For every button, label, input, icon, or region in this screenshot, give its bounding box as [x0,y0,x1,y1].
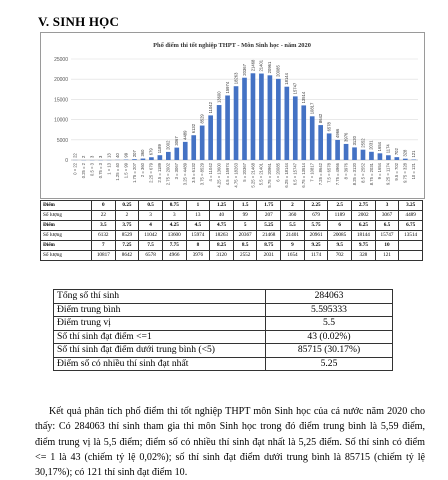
table-cell: 6.25 [352,221,376,231]
table-cell: 5.25 [257,221,281,231]
table-cell: 4.25 [162,221,186,231]
table-cell: 1654 [281,251,305,261]
table-cell: 5.75 [304,221,328,231]
bar-value-label: 1174 [385,144,391,154]
count-row [41,211,423,221]
bar [132,159,137,160]
y-tick-label: 20000 [54,77,68,84]
table-cell: 7.75 [162,241,186,251]
table-cell: 2.75 [352,201,376,211]
table-cell: 13600 [162,231,186,241]
bar-value-label: 13600 [216,91,222,104]
stats-value: 5.25 [266,357,393,371]
bar-value-label: 6578 [326,122,332,132]
table-cell: 207 [257,211,281,221]
bar-value-label: 8529 [199,114,205,124]
bar [344,144,349,160]
bar [318,125,323,160]
bar [174,148,179,160]
x-tick-label: 3.75 = 8529 [199,163,205,186]
stats-label: Số thí sinh đạt điểm dưới trung bình (<5) [54,344,266,358]
table-cell: 1189 [328,211,352,221]
stats-value: 85715 (30.17%) [266,344,393,358]
x-tick-label: 0.75 = 3 [97,163,103,179]
chart-svg [41,33,424,198]
x-tick-label: 5 = 20367 [241,163,247,182]
bar-value-label: 20961 [267,61,273,74]
table-cell: 4489 [399,211,423,221]
bar-value-label: 702 [394,148,400,156]
row-label: Điểm [41,241,92,251]
bar [183,142,188,160]
table-cell: 0.5 [139,201,163,211]
bar [395,157,400,160]
bar-value-label: 6132 [191,123,197,134]
table-cell: 1.5 [233,201,257,211]
bar [259,74,264,160]
x-tick-label: 6.5 = 15747 [292,163,298,186]
table-cell: 9.25 [304,241,328,251]
y-tick-label: 25000 [54,57,68,63]
bar-value-label: 20085 [275,65,281,77]
stats-value: 5.595333 [266,303,393,317]
table-cell: 702 [328,251,352,261]
bar-value-label: 13 [106,153,112,158]
table-cell: 360 [281,211,305,221]
table-cell: 9 [281,241,305,251]
table-cell: 99 [233,211,257,221]
x-tick-label: 4.75 = 18263 [233,163,239,188]
table-cell: 7.5 [139,241,163,251]
x-tick-label: 1.25 = 40 [114,163,120,181]
stats-value: 43 (0.02%) [266,330,393,344]
bar-value-label: 13514 [301,91,307,104]
table-cell [399,241,423,251]
table-cell: 13514 [399,231,423,241]
bar-value-label: 10817 [309,102,315,115]
bar [141,159,146,160]
bar-value-label: 360 [140,149,146,157]
bar-value-label: 40 [114,153,120,158]
bar [327,133,332,160]
table-cell: 9.5 [328,241,352,251]
x-tick-label: 3 = 3067 [174,163,180,180]
table-cell: 0.75 [162,201,186,211]
bar-value-label: 3120 [351,136,357,146]
x-tick-label: 8.5 = 2552 [360,163,366,183]
table-cell: 8.5 [233,241,257,251]
bar [149,157,154,160]
table-cell: 9.75 [352,241,376,251]
bar-value-label: 18144 [284,73,290,85]
x-tick-label: 3.25 = 4489 [182,163,188,186]
x-tick-label: 4.25 = 13600 [216,163,222,188]
section-title: V. SINH HỌC [38,14,120,29]
bar-value-label: 3 [89,155,95,158]
bar-value-label: 2552 [360,138,366,148]
table-cell: 18263 [210,231,234,241]
table-cell: 2 [115,211,139,221]
bar-value-label: 11042 [207,102,213,114]
x-tick-label: 2.25 = 679 [148,163,154,183]
x-tick-label: 5.75 = 20961 [267,163,273,188]
table-cell: 6.5 [375,221,399,231]
bar [158,155,163,160]
chart-title: Phổ điểm thi tốt nghiệp THPT - Môn Sinh học - năm 2020 [153,42,311,49]
score-distribution-chart [40,32,425,199]
x-tick-label: 5.5 = 21401 [258,163,264,186]
table-cell: 6.75 [399,221,423,231]
table-cell: 2.5 [328,201,352,211]
table-cell: 121 [375,251,399,261]
row-label: Số lượng [41,251,92,261]
bar-value-label: 1189 [157,144,163,154]
x-tick-label: 7 = 10817 [309,163,315,182]
stats-row-mean [54,303,393,317]
bar-value-label: 3067 [174,136,180,146]
x-tick-label: 0.5 = 3 [89,163,95,176]
bar-value-label: 8642 [317,113,323,124]
bar [242,78,247,160]
x-tick-label: 8 = 3976 [343,163,349,180]
table-cell: 40 [210,211,234,221]
bar [369,152,374,160]
bar-value-label: 2 [80,155,86,158]
table-cell: 18144 [352,231,376,241]
table-cell: 1.75 [257,201,281,211]
x-tick-label: 1 = 13 [106,163,112,175]
count-row [41,231,423,241]
bar-value-label: 3 [97,155,103,158]
bar-value-label: 22 [72,153,78,158]
table-cell: 2031 [257,251,281,261]
bar-value-label: 15747 [292,82,298,95]
table-cell: 7.25 [115,241,139,251]
x-tick-label: 7.75 = 4966 [334,163,340,186]
table-cell: 2.25 [304,201,328,211]
table-cell: 2552 [233,251,257,261]
score-distribution-table [40,200,423,261]
bar-value-label: 21468 [250,59,256,72]
bar-value-label: 4966 [334,128,340,138]
bar-value-label: 21401 [258,59,264,72]
bar [386,155,391,160]
x-tick-label: 9.5 = 702 [394,163,400,181]
y-tick-label: 15000 [54,97,68,104]
table-cell: 3 [375,201,399,211]
x-tick-label: 2 = 360 [140,163,146,178]
table-cell: 20961 [304,231,328,241]
table-cell: 3.25 [399,201,423,211]
bar [225,95,230,160]
bar-value-label: 4489 [182,130,188,140]
bar [335,140,340,160]
table-cell: 3 [162,211,186,221]
x-tick-label: 0.25 = 2 [80,163,86,179]
stats-row-total [54,290,393,304]
x-tick-label: 2.75 = 2002 [165,163,171,186]
x-tick-label: 4 = 11042 [207,163,213,182]
stats-label: Số thí sinh đạt điểm <=1 [54,330,266,344]
x-tick-label: 9.25 = 1174 [385,163,391,185]
bar-value-label: 3976 [343,132,349,142]
stats-row-below-average [54,344,393,358]
bar [268,75,273,160]
bar [234,86,239,160]
bar [361,150,366,160]
table-cell: 15747 [375,231,399,241]
bar [284,87,289,160]
row-label: Số lượng [41,211,92,221]
stats-row-median [54,317,393,331]
table-cell: 21468 [257,231,281,241]
count-row [41,251,423,261]
bar-value-label: 15974 [224,81,230,94]
bar [208,115,213,160]
table-cell: 5 [233,221,257,231]
x-tick-label: 4.5 = 15974 [224,163,230,186]
x-tick-label: 8.75 = 2031 [368,163,374,186]
table-cell: 7 [92,241,116,251]
bar [217,105,222,160]
table-cell: 6578 [139,251,163,261]
y-tick-label: 5000 [56,137,68,144]
table-cell: 4.5 [186,221,210,231]
table-cell: 328 [352,251,376,261]
table-cell: 6 [328,221,352,231]
table-cell: 13 [186,211,210,221]
score-row [41,221,423,231]
table-cell: 15974 [186,231,210,241]
table-cell: 4.75 [210,221,234,231]
y-tick-label: 0 [65,158,68,164]
table-cell: 4 [139,221,163,231]
bar-value-label: 2002 [165,140,171,150]
y-tick-label: 10000 [54,117,68,124]
table-cell: 8529 [115,231,139,241]
x-tick-label: 1.75 = 207 [131,163,137,183]
x-tick-label: 10 = 121 [411,163,417,180]
bar [251,73,256,160]
bar-value-label: 99 [123,152,129,158]
table-cell: 3.5 [92,221,116,231]
row-label: Điểm [41,221,92,231]
x-tick-label: 3.5 = 6132 [191,163,197,183]
table-cell: 8.25 [210,241,234,251]
stats-label: Điểm trung bình [54,303,266,317]
bar-value-label: 121 [411,150,417,158]
x-tick-label: 9 = 1654 [377,163,383,180]
bar-value-label: 18263 [233,72,239,85]
table-cell: 10817 [92,251,116,261]
x-tick-label: 7.25 = 8642 [317,163,323,186]
table-cell: 5.5 [281,221,305,231]
x-tick-label: 7.5 = 6578 [326,163,332,183]
table-cell: 4966 [162,251,186,261]
bar [166,152,171,160]
bar [378,153,383,160]
stats-value: 284063 [266,290,393,304]
table-cell: 679 [304,211,328,221]
bar [352,147,357,160]
x-tick-label: 6.25 = 18144 [284,162,290,188]
table-cell: 1174 [304,251,328,261]
summary-stats-table [53,289,393,371]
bar [276,79,281,160]
x-tick-label: 9.75 = 328 [402,163,408,183]
table-cell: 22 [92,211,116,221]
bar [403,159,408,160]
bar [200,126,205,160]
bar [293,96,298,160]
x-tick-label: 2.5 = 1189 [157,163,163,183]
table-cell: 3.75 [115,221,139,231]
bar-value-label: 20367 [241,64,247,76]
bar-value-label: 207 [131,150,137,158]
stats-label: Điểm trung vị [54,317,266,331]
x-tick-label: 0 = 22 [72,163,78,175]
x-tick-label: 6.75 = 13514 [301,163,307,188]
table-cell: 8 [186,241,210,251]
bar [310,116,315,160]
score-row [41,241,423,251]
table-cell: 2 [281,201,305,211]
table-cell: 0 [92,201,116,211]
stats-label: Tổng số thí sinh [54,290,266,304]
table-cell [399,251,423,261]
table-cell: 1 [186,201,210,211]
stats-row-mode [54,357,393,371]
x-tick-label: 8.25 = 3120 [351,163,357,186]
table-cell: 3120 [210,251,234,261]
table-cell: 20085 [328,231,352,241]
analysis-paragraph: Kết quả phân tích phổ điểm thi tốt nghiệp THPT môn Sinh học của cả nước năm 2020 cho thấy: Có 284063 thí sinh tham gia thi môn Sinh học trong đó điểm trung bình là 5,59 điểm, điểm trung vị là 5,5 điểm; điểm số có nhiều thí sinh đạt nhất là 5,25 điểm. Số thí sinh có điểm <= 1 là 43 (chiếm tỷ lệ 0,02%); số thí sinh đạt điểm dưới trung bình là 85715 (chiếm tỷ lệ 30,17%); có 121 thí sinh đạt điểm 10. [35,406,425,478]
table-cell: 11042 [139,231,163,241]
bar [191,135,196,160]
bar-value-label: 1654 [377,141,383,152]
bar-value-label: 328 [402,149,408,157]
bar-value-label: 679 [148,148,154,156]
table-cell: 1.25 [210,201,234,211]
stats-label: Điểm số có nhiều thí sinh đạt nhất [54,357,266,371]
stats-row-low-scores [54,330,393,344]
x-tick-label: 1.5 = 99 [123,163,129,179]
table-cell: 3 [139,211,163,221]
bar-value-label: 2031 [368,140,374,150]
table-cell: 8642 [115,251,139,261]
table-cell: 0.25 [115,201,139,211]
row-label: Điểm [41,201,92,211]
table-cell: 20367 [233,231,257,241]
bar [301,105,306,160]
row-label: Số lượng [41,231,92,241]
stats-value: 5.5 [266,317,393,331]
x-tick-label: 5.25 = 21468 [250,163,256,188]
table-cell: 3067 [375,211,399,221]
table-cell: 10 [375,241,399,251]
table-cell: 6132 [92,231,116,241]
score-row [41,201,423,211]
table-cell: 21401 [281,231,305,241]
table-cell: 3976 [186,251,210,261]
x-tick-label: 6 = 20085 [275,163,281,182]
table-cell: 8.75 [257,241,281,251]
table-cell: 2002 [352,211,376,221]
